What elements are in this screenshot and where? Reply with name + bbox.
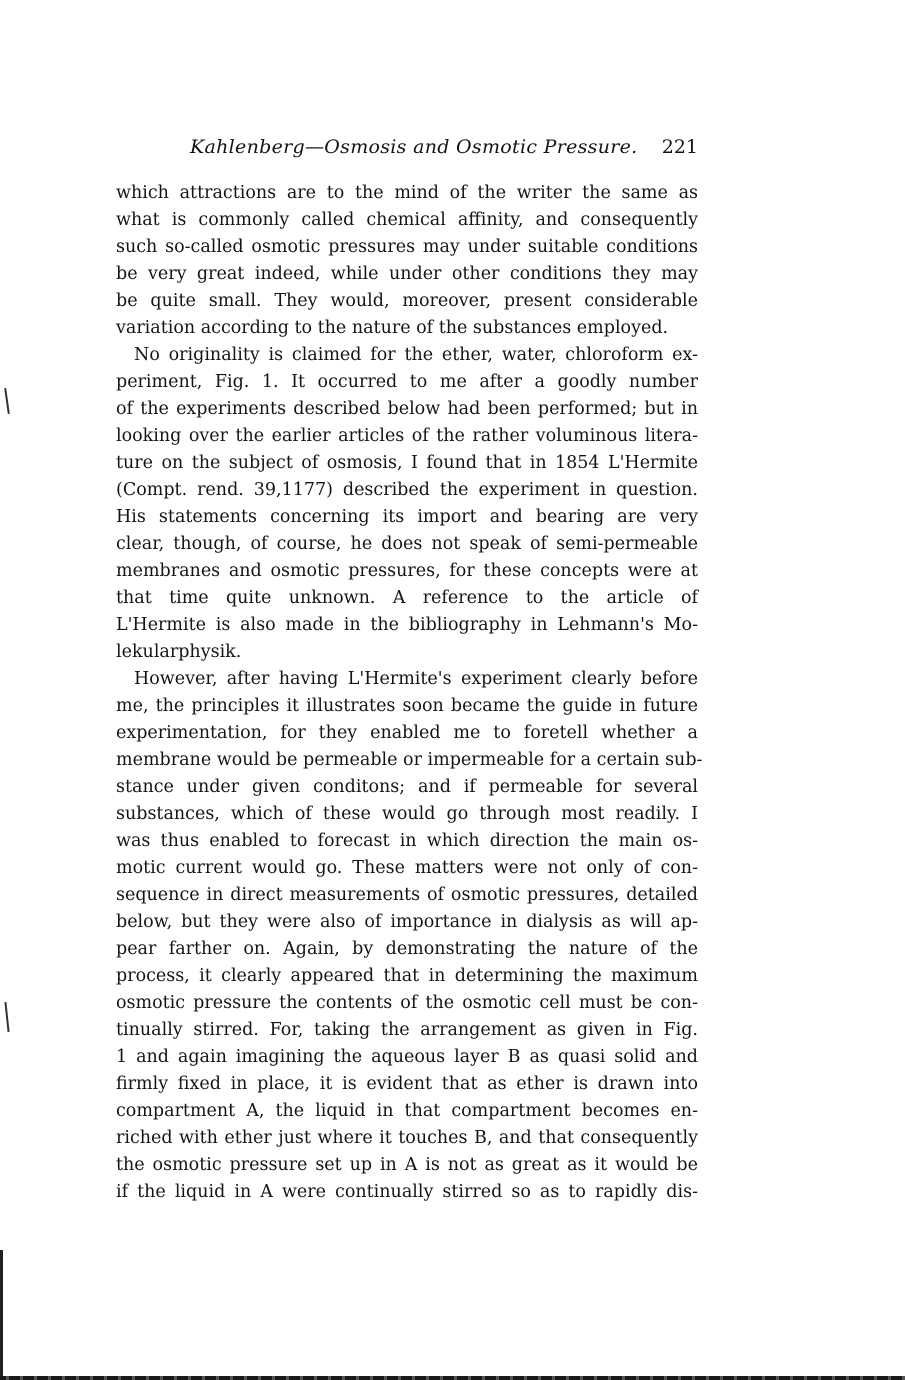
text-line: firmly fixed in place, it is evident that as ether is drawn into <box>116 1074 698 1094</box>
text-line: be very great indeed, while under other conditions they may <box>116 264 698 284</box>
text-line: His statements concerning its import and bearing are very <box>116 507 698 527</box>
text-line: substances, which of these would go through most readily. I <box>116 804 698 824</box>
text-line: stance under given conditons; and if permeable for several <box>116 777 698 797</box>
text-line: sequence in direct measurements of osmotic pressures, detailed <box>116 885 698 905</box>
text-line: what is commonly called chemical affinity, and consequently <box>116 210 698 230</box>
text-line: motic current would go. These matters were not only of con- <box>116 858 698 878</box>
text-line: process, it clearly appeared that in determining the maximum <box>116 966 698 986</box>
text-line: be quite small. They would, moreover, present considerable <box>116 291 698 311</box>
text-line: membrane would be permeable or impermeable for a certain sub- <box>116 750 703 770</box>
text-line: below, but they were also of importance in dialysis as will ap- <box>116 912 698 932</box>
text-line: if the liquid in A were continually stirred so as to rapidly dis- <box>116 1182 698 1202</box>
text-line: However, after having L'Hermite's experiment clearly before <box>134 669 698 689</box>
text-line: pear farther on. Again, by demonstrating the nature of the <box>116 939 698 959</box>
text-line: was thus enabled to forecast in which direction the main os- <box>116 831 698 851</box>
text-line: clear, though, of course, he does not speak of semi-permeable <box>116 534 698 554</box>
text-line: which attractions are to the mind of the writer the same as <box>116 183 698 203</box>
text-line: me, the principles it illustrates soon became the guide in future <box>116 696 698 716</box>
running-title: Kahlenberg—Osmosis and Osmotic Pressure. <box>190 136 638 158</box>
body-text <box>116 180 703 1206</box>
text-line: variation according to the nature of the substances employed. <box>116 318 669 338</box>
text-line: (Compt. rend. 39,1177) described the experiment in question. <box>116 480 698 500</box>
scan-edge-left <box>0 1250 3 1380</box>
text-line: looking over the earlier articles of the rather voluminous litera- <box>116 426 698 446</box>
text-line: No originality is claimed for the ether, water, chloroform ex- <box>134 345 698 365</box>
page-number: 221 <box>661 136 698 158</box>
text-line: lekularphysik. <box>116 642 242 662</box>
scan-edge-bottom <box>0 1376 905 1380</box>
text-line: 1 and again imagining the aqueous layer B as quasi solid and <box>116 1047 698 1067</box>
text-line: L'Hermite is also made in the bibliography in Lehmann's Mo- <box>116 615 698 635</box>
text-line: that time quite unknown. A reference to the article of <box>116 588 698 608</box>
text-line: the osmotic pressure set up in A is not as great as it would be <box>116 1155 698 1175</box>
text-line: tinually stirred. For, taking the arrangement as given in Fig. <box>116 1020 698 1040</box>
text-line: compartment A, the liquid in that compartment becomes en- <box>116 1101 698 1121</box>
scan-mark-left-middle <box>4 1002 9 1032</box>
text-line: of the experiments described below had been performed; but in <box>116 399 698 419</box>
text-line: experimentation, for they enabled me to foretell whether a <box>116 723 698 743</box>
text-line: periment, Fig. 1. It occurred to me after a goodly number <box>116 372 698 392</box>
text-line: ture on the subject of osmosis, I found that in 1854 L'Hermite <box>116 453 698 473</box>
scan-mark-left-upper <box>4 388 10 414</box>
text-line: membranes and osmotic pressures, for these concepts were at <box>116 561 698 581</box>
text-line: such so-called osmotic pressures may under suitable conditions <box>116 237 698 257</box>
text-line: riched with ether just where it touches B, and that consequently <box>116 1128 698 1148</box>
text-line: osmotic pressure the contents of the osmotic cell must be con- <box>116 993 698 1013</box>
page-header <box>190 136 698 166</box>
